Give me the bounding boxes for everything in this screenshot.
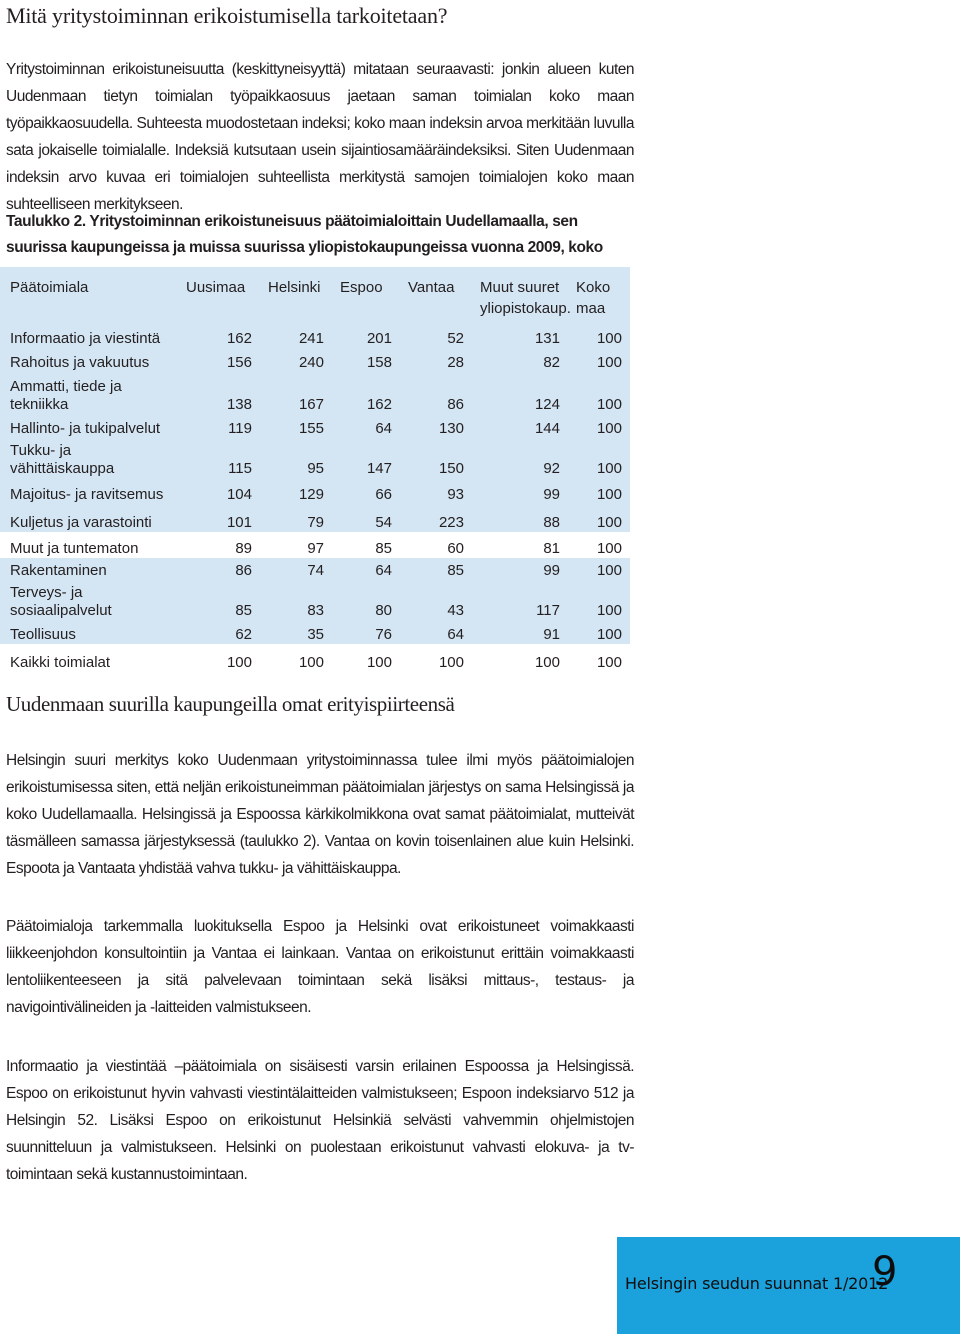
table-cell: 100 <box>534 654 560 671</box>
table-cell: 35 <box>260 620 332 644</box>
row-label: Kuljetus ja varastointi <box>0 504 178 532</box>
table-cell: 129 <box>260 478 332 504</box>
table-cell: 100 <box>568 620 630 644</box>
table-cell: 100 <box>568 322 630 348</box>
column-header-helsinki: Helsinki <box>260 267 332 322</box>
table-cell: 64 <box>332 558 400 580</box>
page-title: Mitä yritystoiminnan erikoistumisella tarkoitetaan? <box>6 3 448 28</box>
table-cell: 95 <box>260 438 332 478</box>
table-header-row <box>0 267 630 322</box>
table-cell: 100 <box>568 580 630 620</box>
column-header-toimiala: Päätoimiala <box>0 267 178 322</box>
specialization-table <box>0 267 630 672</box>
table-cell: 91 <box>472 620 568 644</box>
table-cell: 83 <box>260 580 332 620</box>
table-row <box>0 372 630 414</box>
table-caption-label: Taulukko 2. <box>6 213 86 230</box>
row-label: Teollisuus <box>0 620 178 644</box>
table-cell: 81 <box>543 540 560 557</box>
table-row <box>0 414 630 438</box>
table-cell: 82 <box>472 348 568 372</box>
table-cell: 100 <box>438 654 464 671</box>
table-cell: 100 <box>568 414 630 438</box>
table-cell: 223 <box>400 504 472 532</box>
row-label: Tukku- ja vähittäiskauppa <box>0 438 178 478</box>
table-cell: 100 <box>568 348 630 372</box>
table-cell: 85 <box>400 558 472 580</box>
table-cell: 115 <box>178 438 260 478</box>
table-cell: 100 <box>596 540 622 557</box>
table-cell: 93 <box>400 478 472 504</box>
table-cell: 89 <box>235 540 252 557</box>
table-cell: 100 <box>568 372 630 414</box>
table-cell: 97 <box>307 540 324 557</box>
table-cell: 66 <box>332 478 400 504</box>
table-cell: 88 <box>472 504 568 532</box>
intro-paragraph: Yritystoiminnan erikoistuneisuutta (keskittyneisyyttä) mitataan seuraavasti: jonkin alueen kuten Uudenmaan tietyn toimialan työpaikkaosuus jaetaan saman toimialan koko maan työpaikkaosuudella. Suhteesta muodostetaan indeksi; koko maan indeksin arvoa merkitään luvulla sata jokaiselle toimialalle. Indeksiä kutsutaan usein sijaintiosamääräindeksiksi. Siten Uudenmaan indeksin arvo kuvaa eri toimialojen suhteellista merkitystä samojen toimialojen koko maan suhteelliseen merkitykseen. <box>6 61 634 213</box>
table-cell: 147 <box>332 438 400 478</box>
row-label: Hallinto- ja tukipalvelut <box>0 414 178 438</box>
table-cell: 100 <box>568 478 630 504</box>
table-cell: 28 <box>400 348 472 372</box>
body-paragraph: Informaatio ja viestintää –päätoimiala on sisäisesti varsin erilainen Espoossa ja Helsingissä. Espoo on erikoistunut hyvin vahvasti viestintälaitteiden valmistukseen; Espoon indeksiarvo 512 ja Helsingin 52. Lisäksi Espoo on erikoistunut Helsinkiä selvästi vahvemmin ohjelmistojen suunnitteluun ja valmistukseen. Helsinki on puolestaan erikoistunut vahvasti elokuva- ja tv-toimintaan sekä kustannustoimintaan. <box>6 1058 634 1183</box>
table-row <box>0 532 630 558</box>
table-row <box>0 644 630 672</box>
column-header-vantaa: Vantaa <box>400 267 472 322</box>
table-caption-text: Yritystoiminnan erikoistuneisuus päätoimialoittain Uudellamaalla, sen suurissa kaupungeissa ja muissa suurissa yliopistokaupungeissa vuonna 2009, koko <box>6 213 603 256</box>
table-cell: 138 <box>178 372 260 414</box>
table-cell: 240 <box>260 348 332 372</box>
row-label: Rakentaminen <box>0 558 178 580</box>
table-row <box>0 322 630 348</box>
table-cell: 100 <box>226 654 252 671</box>
table-cell: 100 <box>568 558 630 580</box>
column-header-muut: Muut suuret yliopistokaup. <box>472 267 568 322</box>
table-cell: 144 <box>472 414 568 438</box>
table-cell: 52 <box>400 322 472 348</box>
table-cell: 104 <box>178 478 260 504</box>
table-cell: 60 <box>447 540 464 557</box>
table-cell: 99 <box>472 558 568 580</box>
body-paragraph: Helsingin suuri merkitys koko Uudenmaan yritystoiminnassa tulee ilmi myös päätoimialojen erikoistumisessa siten, että neljän erikoistuneimman päätoimialan järjestys on sama Helsingissä ja koko Uudellamaalla. Helsingissä ja Espoossa kärkikolmikkona ovat samat päätoimialat, mutteivät täsmälleen samassa järjestyksessä (taulukko 2). Vantaa on kovin toisenlainen alue kuin Helsinki. Espoota ja Vantaata yhdistää vahva tukku- ja vähittäiskauppa. <box>6 752 634 877</box>
row-label: Rahoitus ja vakuutus <box>0 348 178 372</box>
table-row <box>0 438 630 478</box>
table-cell: 201 <box>332 322 400 348</box>
table-cell: 117 <box>472 580 568 620</box>
table-cell: 76 <box>332 620 400 644</box>
table-cell: 100 <box>596 654 622 671</box>
table-row <box>0 504 630 532</box>
column-header-koko-maa: Koko maa <box>568 267 630 322</box>
table-row <box>0 348 630 372</box>
table-cell: 119 <box>178 414 260 438</box>
table-cell: 100 <box>366 654 392 671</box>
column-header-uusimaa: Uusimaa <box>178 267 260 322</box>
table-cell: 156 <box>178 348 260 372</box>
table-row <box>0 478 630 504</box>
table-cell: 155 <box>260 414 332 438</box>
row-label: Informaatio ja viestintä <box>0 322 178 348</box>
table-row <box>0 558 630 580</box>
table-cell: 130 <box>400 414 472 438</box>
table-cell: 100 <box>568 438 630 478</box>
row-label: Majoitus- ja ravitsemus <box>0 478 178 504</box>
table-cell: 167 <box>260 372 332 414</box>
publication-name: Helsingin seudun suunnat 1/2012 <box>625 1274 889 1293</box>
section-heading: Uudenmaan suurilla kaupungeilla omat erityispiirteensä <box>6 692 455 716</box>
table-cell: 124 <box>472 372 568 414</box>
body-paragraph: Päätoimialoja tarkemmalla luokituksella Espoo ja Helsinki ovat erikoistuneet voimakkaasti liikkeenjohdon konsultointiin ja Vantaa ei lainkaan. Vantaa on erikoistunut erittäin voimakkaasti lentoliikenteeseen ja sitä palvelevaan toimintaan sekä lisäksi mittaus-, testaus- ja navigointivälineiden ja -laitteiden valmistukseen. <box>6 918 634 1016</box>
row-label: Kaikki toimialat <box>10 654 111 671</box>
table-cell: 99 <box>472 478 568 504</box>
row-label: Muut ja tuntematon <box>10 540 139 557</box>
table-cell: 131 <box>472 322 568 348</box>
table-cell: 100 <box>298 654 324 671</box>
table-cell: 62 <box>178 620 260 644</box>
table-cell: 162 <box>332 372 400 414</box>
table-row <box>0 620 630 644</box>
table-cell: 79 <box>260 504 332 532</box>
table-cell: 100 <box>568 504 630 532</box>
table-cell: 150 <box>400 438 472 478</box>
table-cell: 64 <box>400 620 472 644</box>
table-cell: 85 <box>375 540 392 557</box>
table-cell: 101 <box>178 504 260 532</box>
table-cell: 85 <box>178 580 260 620</box>
table-row <box>0 580 630 620</box>
table-cell: 86 <box>178 558 260 580</box>
column-header-espoo: Espoo <box>332 267 400 322</box>
table-cell: 74 <box>260 558 332 580</box>
table-cell: 86 <box>400 372 472 414</box>
footer-banner <box>617 1237 960 1334</box>
table-cell: 54 <box>332 504 400 532</box>
row-label: Ammatti, tiede ja tekniikka <box>0 372 178 414</box>
table-cell: 80 <box>332 580 400 620</box>
table-cell: 92 <box>472 438 568 478</box>
row-label: Terveys- ja sosiaalipalvelut <box>0 580 178 620</box>
page-number: 9 <box>872 1249 898 1295</box>
table-cell: 158 <box>332 348 400 372</box>
table-cell: 241 <box>260 322 332 348</box>
table-cell: 162 <box>178 322 260 348</box>
table-cell: 64 <box>332 414 400 438</box>
table-cell: 43 <box>400 580 472 620</box>
